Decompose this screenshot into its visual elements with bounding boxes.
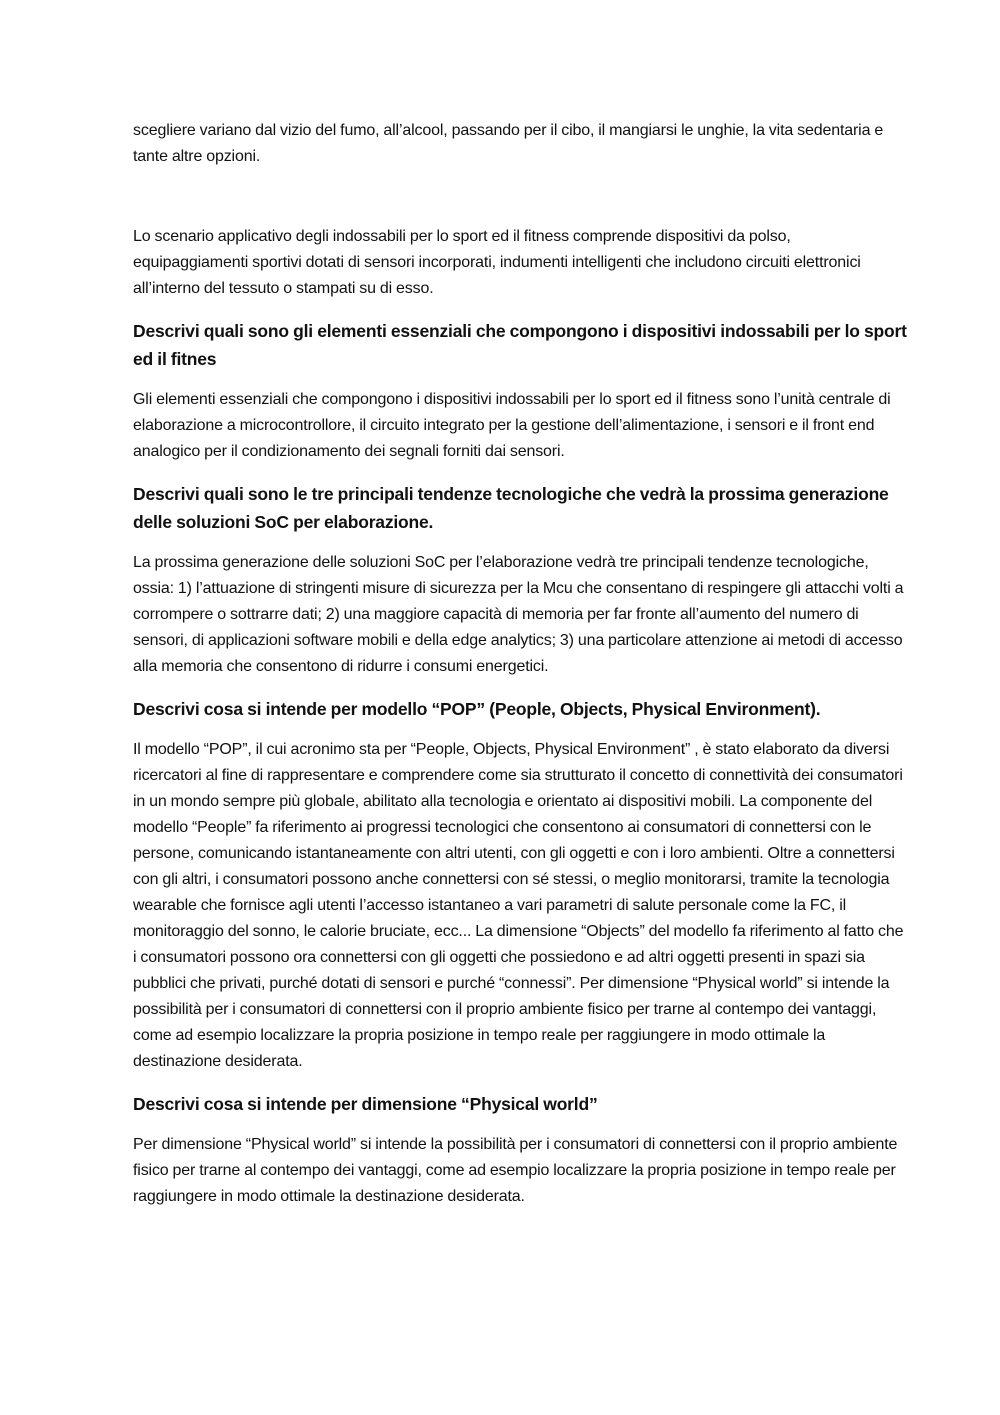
answer-paragraph-pop-model: Il modello “POP”, il cui acronimo sta per “People, Objects, Physical Environment” , è stato elaborato da diversi ricercatori al fine di rappresentare e comprendere come sia strutturato il concetto di connettività dei consumatori in un mondo sempre più globale, abilitato alla tecnologia e orientato ai dispositivi mobili. La componente del modello “People” fa riferimento ai progressi tecnologici che consentono ai consumatori di connettersi con le persone, comunicando istantaneamente con altri utenti, con gli oggetti e con i loro ambienti. Oltre a connettersi con gli altri, i consumatori possono anche connettersi con sé stessi, o meglio monitorarsi, tramite la tecnologia wearable che fornisce agli utenti l’accesso istantaneo a vari parametri di salute personale come la FC, il monitoraggio del sonno, le calorie bruciate, ecc... La dimensione “Objects” del modello fa riferimento al fatto che i consumatori possono ora connettersi con gli oggetti che possiedono e ad altri oggetti presenti in spazi sia pubblici che privati, purché dotati di sensori e purché “connessi”. Per dimensione “Physical world” si intende la possibilità per i consumatori di connettersi con il proprio ambiente fisico per trarne al contempo dei vantaggi, come ad esempio localizzare la propria posizione in tempo reale per raggiungere in modo ottimale la destinazione desiderata. [133,741,904,1070]
question-heading-pop-model: Descrivi cosa si intende per modello “POP” (People, Objects, Physical Environment). [133,699,821,719]
answer-paragraph-soc-trends: La prossima generazione delle soluzioni SoC per l’elaborazione vedrà tre principali tendenze tecnologiche, ossia: 1) l’attuazione di stringenti misure di sicurezza per la Mcu che consentano di respingere gli attacchi volti a corrompere o sottrarre dati; 2) una maggiore capacità di memoria per far fronte all’aumento del numero di sensori, di applicazioni software mobili e della edge analytics; 3) una particolare attenzione ai metodi di accesso alla memoria che consentono di ridurre i consumi energetici. [133,554,904,675]
question-heading-physical-world: Descrivi cosa si intende per dimensione “Physical world” [133,1094,598,1114]
paragraph-intro-continuation: scegliere variano dal vizio del fumo, all’alcool, passando per il cibo, il mangiarsi le unghie, la vita sedentaria e tante altre opzioni. [133,122,884,165]
question-heading-soc-trends: Descrivi quali sono le tre principali tendenze tecnologiche che vedrà la prossima generazione delle soluzioni SoC per elaborazione. [133,484,889,532]
question-heading-elements: Descrivi quali sono gli elementi essenziali che compongono i dispositivi indossabili per lo sport ed il fitnes [133,321,907,369]
document-page [133,118,908,1225]
answer-paragraph-physical-world: Per dimensione “Physical world” si intende la possibilità per i consumatori di connettersi con il proprio ambiente fisico per trarne al contempo dei vantaggi, come ad esempio localizzare la propria posizione in tempo reale per raggiungere in modo ottimale la destinazione desiderata. [133,1136,898,1205]
answer-paragraph-elements: Gli elementi essenziali che compongono i dispositivi indossabili per lo sport ed il fitness sono l’unità centrale di elaborazione a microcontrollore, il circuito integrato per la gestione dell’alimentazione, i sensori e il front end analogico per il condizionamento dei segnali forniti dai sensori. [133,391,891,460]
paragraph-scenario: Lo scenario applicativo degli indossabili per lo sport ed il fitness comprende dispositivi da polso, equipaggiamenti sportivi dotati di sensori incorporati, indumenti intelligenti che includono circuiti elettronici all’interno del tessuto o stampati su di esso. [133,228,861,297]
